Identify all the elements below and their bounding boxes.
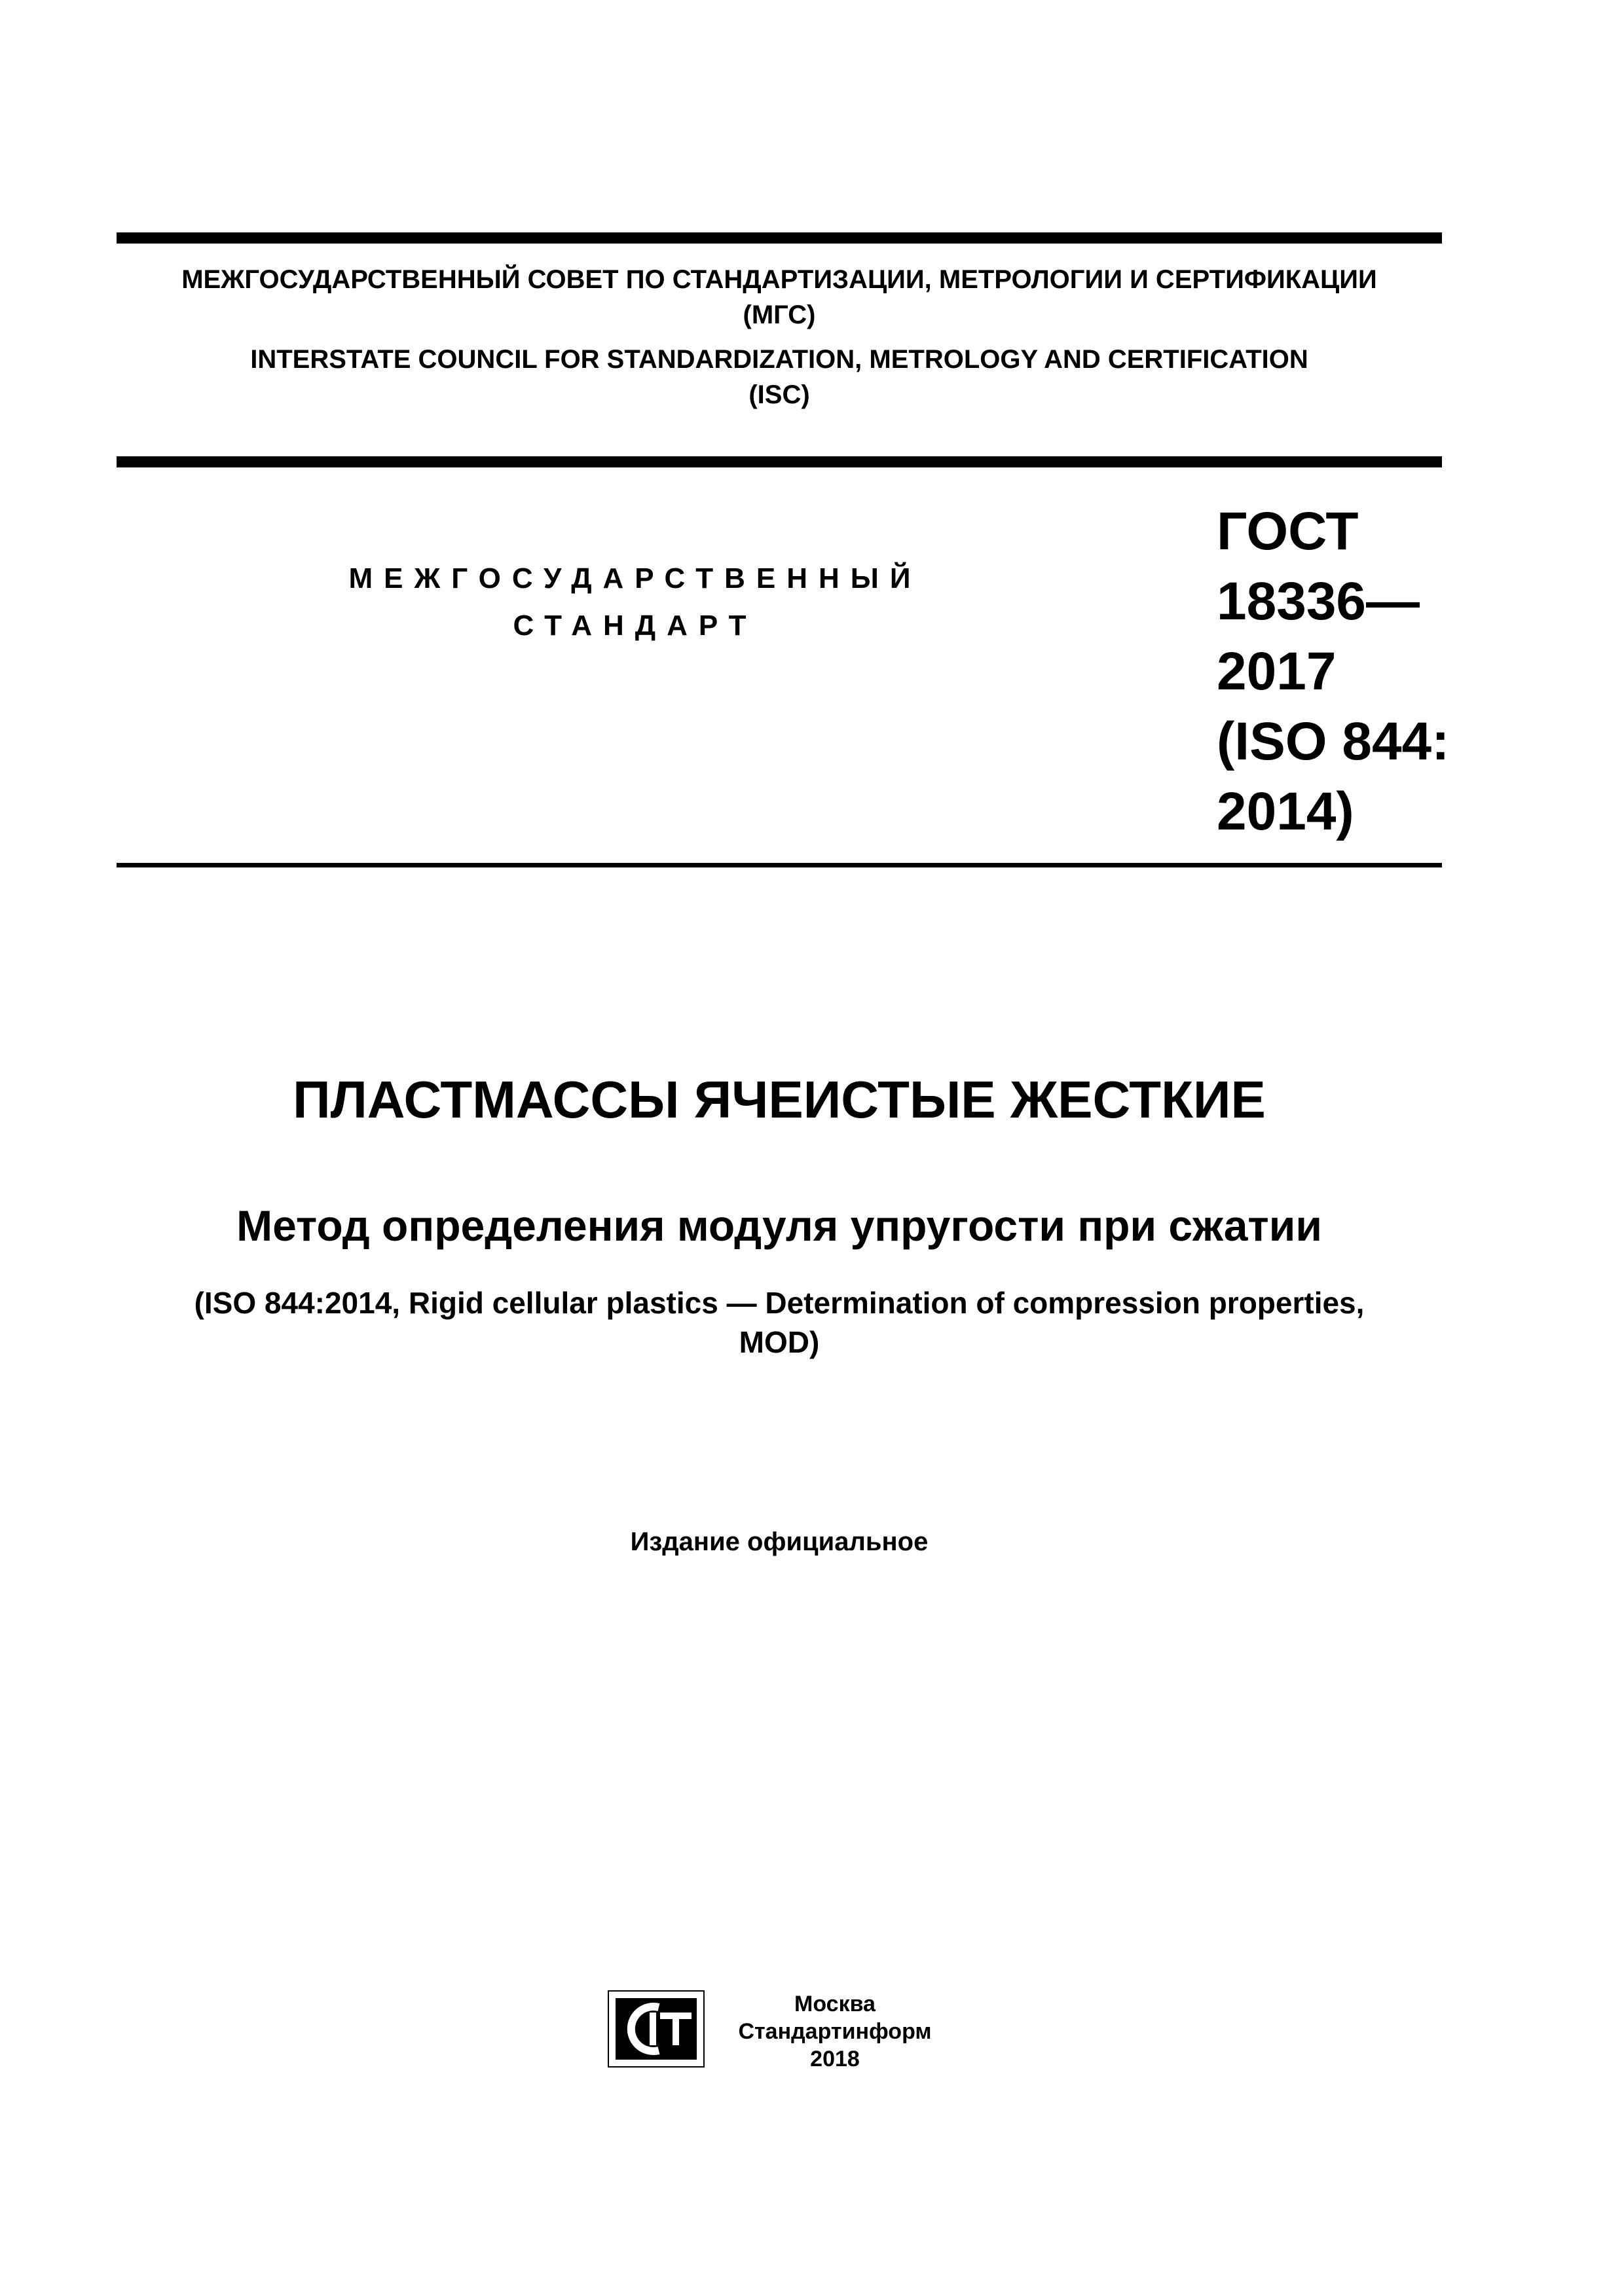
designation-line-3: 2017 [1217, 642, 1337, 701]
document-title: ПЛАСТМАССЫ ЯЧЕИСТЫЕ ЖЕСТКИЕ [293, 1070, 1266, 1129]
standard-kind-line-2: СТАНДАРТ [513, 610, 758, 642]
council-name-ru: МЕЖГОСУДАРСТВЕННЫЙ СОВЕТ ПО СТАНДАРТИЗАЦИИ, МЕТРОЛОГИИ И СЕРТИФИКАЦИИ [181, 265, 1377, 294]
middle-rule [117, 456, 1442, 467]
council-abbr-ru: (МГС) [743, 301, 816, 329]
council-block [117, 262, 1442, 412]
standard-kind-line-1: МЕЖГОСУДАРСТВЕННЫЙ [348, 562, 922, 594]
standartinform-logo-icon [608, 1990, 705, 2068]
designation-line-2: 18336— [1217, 572, 1420, 631]
designation-line-5: 2014) [1217, 782, 1354, 841]
document-subtitle: Метод определения модуля упругости при сжатии [236, 1201, 1322, 1250]
publisher-year: 2018 [810, 2047, 860, 2071]
publisher-block [714, 1990, 956, 2073]
council-name-en: INTERSTATE COUNCIL FOR STANDARDIZATION, METROLOGY AND CERTIFICATION [250, 345, 1308, 374]
iso-reference-line-2: MOD) [739, 1325, 820, 1359]
publisher-name: Стандартинформ [738, 2019, 932, 2044]
standard-designation [1217, 496, 1450, 847]
designation-line-1: ГОСТ [1217, 501, 1359, 561]
publisher-city: Москва [794, 1992, 876, 2016]
standard-kind [288, 555, 982, 649]
iso-reference [117, 1283, 1442, 1362]
top-rule [117, 232, 1442, 244]
designation-line-4: (ISO 844: [1217, 712, 1450, 771]
council-abbr-en: (ISC) [748, 380, 810, 409]
edition-label: Издание официальное [630, 1527, 929, 1556]
bottom-rule [117, 863, 1442, 867]
iso-reference-line-1: (ISO 844:2014, Rigid cellular plastics — Determination of compression properties, [194, 1286, 1365, 1320]
